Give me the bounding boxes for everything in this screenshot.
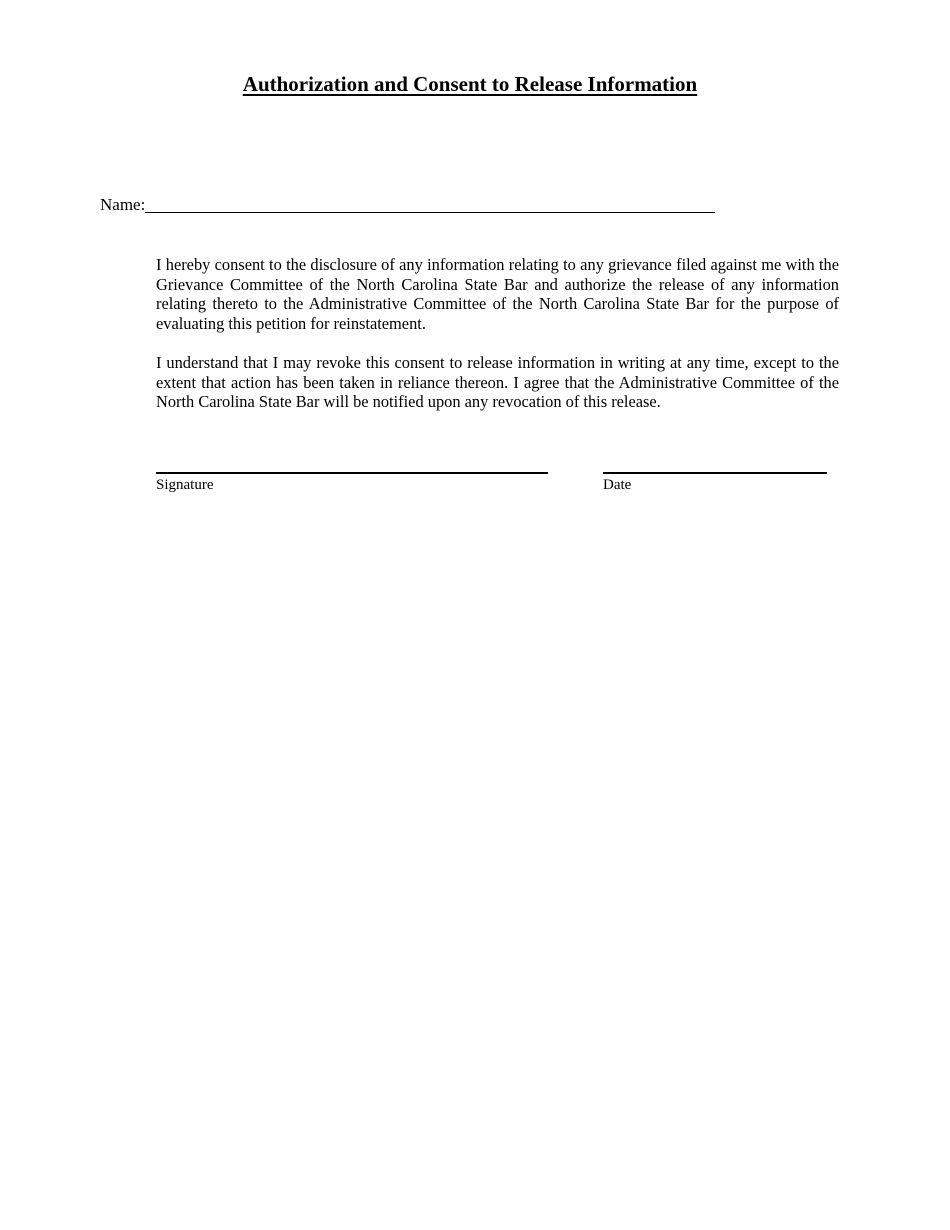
revocation-paragraph: I understand that I may revoke this consent to release information in writing at any time, except to the extent that action has been taken in reliance thereon. I agree that the Administrative Committee of the North Carolina State Bar will be notified upon any revocation of this release. (156, 353, 839, 412)
consent-paragraph: I hereby consent to the disclosure of any information relating to any grievance filed against me with the Grievance Committee of the North Carolina State Bar and authorize the release of any information relating thereto to the Administrative Committee of the North Carolina State Bar for the purpose of evaluating this petition for reinstatement. (156, 255, 839, 333)
date-label: Date (603, 477, 632, 493)
name-field-row (100, 194, 715, 216)
name-input-line[interactable] (145, 212, 715, 213)
name-label: Name: (100, 195, 146, 214)
date-line[interactable] (603, 472, 827, 474)
document-title: Authorization and Consent to Release Information (242, 72, 698, 96)
signature-label: Signature (156, 477, 214, 493)
signature-line[interactable] (156, 472, 548, 474)
